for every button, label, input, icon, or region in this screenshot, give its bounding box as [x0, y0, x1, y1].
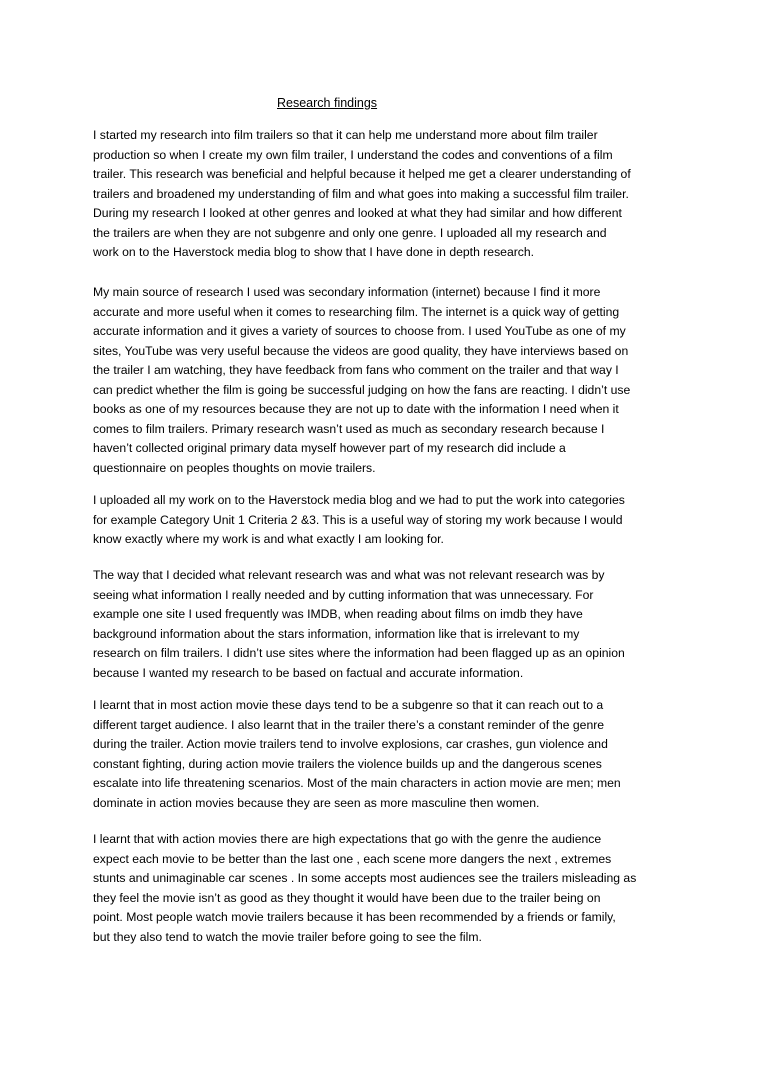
text-line: haven’t collected original primary data myself however part of my research did include a [93, 441, 566, 455]
text-line: books as one of my resources because they are not up to date with the information I need when it [93, 402, 619, 416]
text-line: during the trailer. Action movie trailers tend to involve explosions, car crashes, gun violence and [93, 737, 608, 751]
paragraph-3 [93, 491, 683, 550]
text-line: I learnt that with action movies there are high expectations that go with the genre the audience [93, 832, 602, 846]
text-line: I started my research into film trailers so that it can help me understand more about film trailer [93, 128, 598, 142]
text-line: I uploaded all my work on to the Haverstock media blog and we had to put the work into categories [93, 493, 625, 507]
text-line: The way that I decided what relevant research was and what was not relevant research was by [93, 568, 605, 582]
text-line: they feel the movie isn’t as good as they thought it would have been due to the trailer being on [93, 890, 601, 905]
text-line: I learnt that in most action movie these days tend to be a subgenre so that it can reach out to a [93, 698, 604, 712]
text-line: accurate and more useful when it comes to researching film. The internet is a quick way of getting [93, 304, 620, 319]
text-line: production so when I create my own film trailer, I understand the codes and conventions of a film [93, 147, 613, 162]
text-line: point. Most people watch movie trailers because it has been recommended by a friends or family, [93, 910, 616, 924]
text-line: accurate information and it gives a variety of sources to choose from. I used YouTube as one of my [93, 324, 626, 338]
text-line: the trailer I am watching, they have feedback from fans who comment on the trailer and that way I [93, 363, 619, 377]
text-line: constant fighting, during action movie trailers the violence builds up and the dangerous scenes [93, 756, 602, 771]
paragraph-1 [93, 126, 683, 263]
text-line: My main source of research I used was secondary information (internet) because I find it more [93, 285, 601, 299]
page-title: Research findings [277, 96, 378, 110]
text-line: can predict whether the film is going be successful judging on how the fans are reacting. I didn’t use [93, 382, 631, 397]
text-line: different target audience. I also learnt that in the trailer there’s a constant reminder of the genre [93, 717, 605, 732]
text-line: stunts and unimaginable car scenes . In some accepts most audiences see the trailers misleading as [93, 871, 637, 885]
text-line: comes to film trailers. Primary research wasn’t used as much as secondary research because I [93, 421, 605, 436]
text-line: the trailers are when they are not subgenre and only one genre. I uploaded all my research and [93, 225, 607, 240]
text-line: know exactly where my work is and what exactly I am looking for. [93, 532, 444, 546]
text-line: research on film trailers. I didn’t use sites where the information had been flagged up as an opinion [93, 646, 625, 660]
text-line: expect each movie to be better than the last one , each scene more dangers the next , extremes [93, 851, 612, 866]
text-line: because I wanted my research to be based on factual and accurate information. [93, 665, 524, 680]
text-line: trailers and broadened my understanding of film and what goes into making a successful film trailer. [93, 186, 629, 201]
text-line: trailer. This research was beneficial and helpful because it helped me get a clearer understanding of [93, 167, 631, 181]
text-line: for example Category Unit 1 Criteria 2 &3. This is a useful way of storing my work because I would [93, 512, 623, 527]
text-line: work on to the Haverstock media blog to show that I have done in depth research. [93, 245, 535, 259]
paragraph-2 [93, 283, 683, 478]
text-line: escalate into life threatening scenarios. Most of the main characters in action movie are men; men [93, 776, 621, 790]
text-line: background information about the stars information, information like that is irrelevant to my [93, 626, 580, 641]
paragraph-6 [93, 830, 683, 947]
paragraph-4 [93, 566, 683, 683]
text-line: but they also tend to watch the movie trailer before going to see the film. [93, 929, 482, 944]
text-line: seeing what information I really needed and by cutting information that was unnecessary. For [93, 587, 594, 602]
text-line: During my research I looked at other genres and looked at what they had similar and how different [93, 206, 622, 220]
text-line: example one site I used frequently was IMDB, when reading about films on imdb they have [93, 607, 583, 621]
paragraph-5 [93, 696, 683, 813]
text-line: questionnaire on peoples thoughts on movie trailers. [93, 460, 376, 475]
text-line: sites, YouTube was very useful because the videos are good quality, they have interviews based on [93, 343, 629, 358]
text-line: dominate in action movies because they are seen as more masculine then women. [93, 795, 540, 810]
